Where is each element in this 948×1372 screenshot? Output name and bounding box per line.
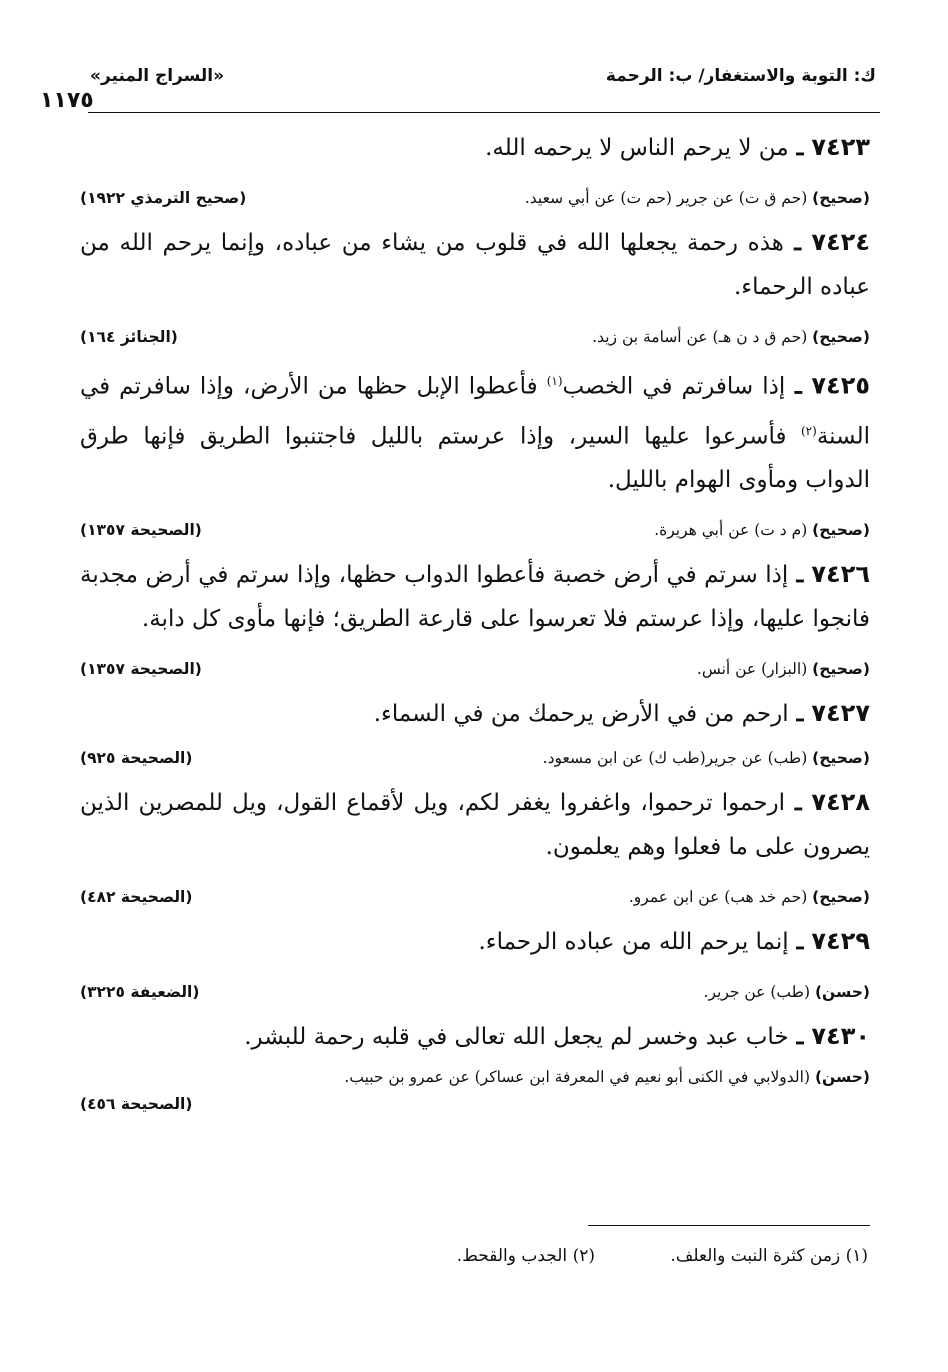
hadith-item: [80, 1014, 870, 1131]
hadith-number: ٧٤٢٧: [811, 699, 870, 728]
hadith-reference: [80, 875, 870, 919]
footnote-number: (١): [845, 1246, 868, 1266]
separator: ـ: [788, 1023, 812, 1051]
hadith-number: ٧٤٢٥: [811, 371, 870, 400]
hadith-item: [80, 359, 870, 552]
footnotes: [300, 1238, 868, 1274]
footnote-number: (٢): [572, 1246, 595, 1266]
separator: ـ: [785, 789, 812, 817]
chapter-heading: ك: التوبة والاستغفار/ ب: الرحمة: [605, 66, 876, 86]
hadith-grade: (حسن): [814, 983, 870, 1002]
hadith-number: ٧٤٢٦: [811, 560, 870, 589]
page-header: [40, 58, 908, 113]
hadith-grade: (صحيح): [812, 749, 870, 768]
hadith-source: (صحيح الترمذي ١٩٢٢): [80, 189, 247, 207]
hadith-narration: (حم خد هب) عن ابن عمرو.: [628, 888, 813, 907]
hadith-narration: (حم ق د ن هـ) عن أسامة بن زيد.: [592, 328, 813, 346]
hadith-number: ٧٤٢٨: [811, 788, 870, 817]
hadith-grade: (صحيح): [812, 888, 870, 907]
hadith-narration: (الدولابي في الكنى أبو نعيم في المعرفة ابن عساكر) عن عمرو بن حبيب.: [344, 1068, 815, 1087]
footnote-text: الجدب والقحط.: [456, 1246, 573, 1266]
hadith-item: [80, 919, 870, 1014]
hadith-text: ارحموا ترحموا، واغفروا يغفر لكم، ويل لأقماع القول، ويل للمصرين الذين يصرون على ما فعلوا وهم يعلمون.: [80, 790, 870, 861]
footnote-item: [457, 1238, 595, 1274]
separator: ـ: [788, 561, 812, 589]
hadith-text: فأسرعوا عليها السير، وإذا عرستم بالليل فاجتنبوا الطريق فإنها طرق الدواب ومأوى الهوام بالليل.: [80, 423, 870, 494]
separator: ـ: [788, 134, 812, 161]
footnote-item: [670, 1238, 868, 1274]
hadith-item: [80, 552, 870, 691]
hadith-narration: (طب) عن جرير(طب ك) عن ابن مسعود.: [542, 749, 813, 768]
hadith-reference: [80, 315, 870, 359]
hadith-item: [80, 780, 870, 919]
hadith-text: إذا سافرتم في الخصب: [562, 373, 786, 400]
hadith-text: ارحم من في الأرض يرحمك من في السماء.: [373, 701, 789, 728]
book-title: «السراج المنير»: [90, 66, 225, 86]
hadith-number: ٧٤٢٣: [811, 133, 870, 161]
footnote-rule: [588, 1225, 870, 1226]
hadith-text: فأعطوا الإبل حظها من الأرض، وإذا سافرتم في السنة: [80, 373, 870, 450]
hadith-grade: (صحيح): [812, 189, 870, 207]
page-number: ١١٧٥: [40, 88, 94, 113]
hadith-number: ٧٤٢٩: [811, 927, 870, 956]
hadith-list: [80, 125, 870, 1131]
hadith-text: خاب عبد وخسر لم يجعل الله تعالى في قلبه رحمة للبشر.: [244, 1024, 789, 1051]
hadith-grade: (صحيح): [812, 521, 870, 540]
hadith-narration: (حم ق ت) عن جرير (حم ت) عن أبي سعيد.: [524, 189, 813, 207]
hadith-source: (الصحيحة ٩٢٥): [80, 749, 193, 768]
hadith-source: (الصحيحة ٤٨٢): [80, 888, 193, 907]
footnote-text: زمن كثرة النبت والعلف.: [670, 1246, 846, 1266]
hadith-narration: (البزار) عن أنس.: [696, 660, 813, 679]
hadith-grade: (صحيح): [812, 660, 870, 679]
separator: ـ: [785, 372, 812, 400]
hadith-item: [80, 691, 870, 780]
hadith-narration: (طب) عن جرير.: [703, 983, 815, 1002]
hadith-reference: [80, 508, 870, 552]
hadith-number: ٧٤٢٤: [811, 228, 870, 256]
hadith-grade: (صحيح): [812, 328, 870, 346]
footnote-marker[interactable]: (١): [546, 374, 563, 388]
hadith-number: ٧٤٣٠: [811, 1022, 870, 1051]
separator: ـ: [788, 928, 812, 956]
header-rule: [88, 112, 880, 113]
hadith-text: إنما يرحم الله من عباده الرحماء.: [478, 929, 789, 956]
hadith-source: (الصحيحة ١٣٥٧): [80, 660, 202, 679]
hadith-narration: (م د ت) عن أبي هريرة.: [654, 521, 813, 540]
hadith-grade: (حسن): [814, 1068, 870, 1087]
hadith-reference: [80, 736, 870, 780]
hadith-reference: [80, 176, 870, 220]
hadith-text: إذا سرتم في أرض خصبة فأعطوا الدواب حظها، وإذا سرتم في أرض مجدبة فانجوا عليها، وإذا عرستم فلا تعرسوا على قارعة الطريق؛ فإنها مأوى كل دابة.: [80, 562, 870, 633]
hadith-reference: [80, 970, 870, 1014]
footnote-marker[interactable]: (٢): [800, 423, 817, 438]
hadith-text: من لا يرحم الناس لا يرحمه الله.: [485, 135, 789, 161]
hadith-source: (الصحيحة ١٣٥٧): [80, 521, 202, 540]
hadith-item: [80, 125, 870, 220]
hadith-text: هذه رحمة يجعلها الله في قلوب من يشاء من عباده، وإنما يرحم الله من عباده الرحماء.: [80, 230, 870, 300]
hadith-source: (الضعيفة ٣٢٢٥): [80, 983, 200, 1002]
hadith-source: (الصحيحة ٤٥٦): [80, 1095, 193, 1114]
separator: ـ: [788, 700, 812, 728]
hadith-reference: [80, 647, 870, 691]
separator: ـ: [783, 229, 812, 256]
hadith-source: (الجنائز ١٦٤): [80, 328, 178, 346]
hadith-item: [80, 220, 870, 359]
hadith-reference: [80, 1059, 870, 1095]
